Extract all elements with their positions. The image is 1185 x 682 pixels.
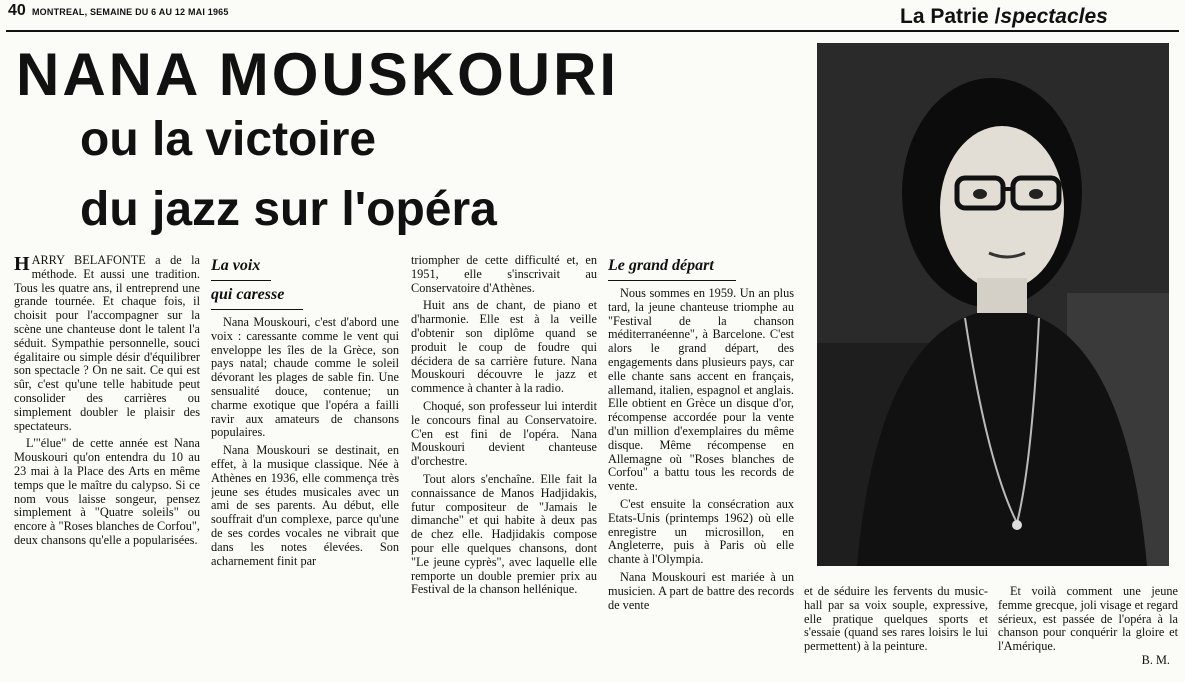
subhead-la-voix: La voix [211, 257, 261, 274]
article-column-3 [411, 254, 597, 678]
col3-paragraph-4: Tout alors s'enchaîne. Elle fait la connaissance de Manos Hadjidakis, futur compositeur de "Jamais le dimanche" et qui habite à deux pas de chez elle. Hadjidakis compose pour elle quelques chansons, dont "Le jeune cyprès", avec laquelle elle remporte un double premier prix au Festival de la chanson hellénique. [411, 471, 597, 597]
subhead-rule [608, 280, 736, 281]
article-column-6 [998, 585, 1178, 680]
col6-paragraph-1: Et voilà comment une jeune femme grecque, joli visage et regard sérieux, est passée de l'opéra à la chanson pour conquérir la gloire et l'Amérique. [998, 585, 1178, 654]
subhead-rule [211, 280, 271, 281]
col2-paragraph-2: Nana Mouskouri se destinait, en effet, à la musique classique. Née à Athènes en 1936, elle commença très jeune ses études musicales avec un ami de ses parents. Au début, elle souffrait d'un complexe, parce qu'une de ses cordes vocales ne vibrait que dans les notes élevées. Son acharnement finit par [211, 443, 399, 568]
portrait-illustration [817, 43, 1169, 566]
article-column-1 [14, 254, 200, 678]
col4-paragraph-2: C'est ensuite la consécration aux Etats-Unis (printemps 1962) où elle enregistre un microsillon, en Angleterre, puis à Paris où elle chante à l'Olympia. [608, 496, 794, 567]
portrait-photo [817, 43, 1169, 566]
publication-name: La Patrie [900, 5, 989, 28]
article-column-4 [608, 254, 794, 678]
headline-line-1: NANA MOUSKOURI [16, 41, 620, 108]
section-name: spectacles [1000, 5, 1108, 28]
col4-paragraph-1: Nous sommes en 1959. Un an plus tard, la jeune chanteuse triomphe au "Festival de la chanson méditerranéenne", à Barcelone. C'est alors le grand départ, des engagements dans plusieurs pays, car elle chante sans accent en français, allemand, italien, espagnol et anglais. Elle obtient en Grèce un disque d'or, récompense accordée pour la vente d'un million d'exemplaires du même disque. Même récompense en Allemagne où "Roses blanches de Corfou" a battu tous les records de vente. [608, 286, 794, 494]
page-header-right [900, 5, 1108, 29]
headline-line-2: ou la victoire [80, 113, 377, 166]
headline-line-3: du jazz sur l'opéra [80, 183, 497, 236]
col1-paragraph-2: L'"élue" de cette année est Nana Mouskouri qu'on entendra du 10 au 23 mai à la Place des Arts en même temps que le maître du calypso. Si ce nom vous laisse songeur, pensez simplement à "Quatre soleils" ou encore à "Roses blanches de Corfou", deux chansons qu'elle a popularisées. [14, 436, 200, 547]
page-number: 40 [8, 2, 26, 19]
author-signature: B. M. [1141, 652, 1170, 667]
header-rule [6, 30, 1179, 32]
article-column-5 [804, 585, 988, 680]
header-separator: / [994, 5, 1001, 28]
subhead-le-grand-depart: Le grand départ [608, 257, 714, 274]
dateline: MONTREAL, SEMAINE DU 6 AU 12 MAI 1965 [31, 7, 229, 17]
page-header-left [8, 2, 229, 20]
dropcap: H [14, 254, 30, 275]
col2-paragraph-1: Nana Mouskouri, c'est d'abord une voix : caressante comme le vent qui enveloppe les îles de la Grèce, son pays natal; chaude comme le soleil dévorant les plages de sable fin. Une sensualité douce, contenue; un charme exotique que l'opéra a failli ravir aux amateurs de chansons populaires. [211, 315, 399, 440]
col3-paragraph-1: triompher de cette difficulté et, en 1951, elle s'inscrivait au Conservatoire d'Athènes. [411, 254, 597, 295]
col3-paragraph-2: Huit ans de chant, de piano et d'harmonie. Elle est à la veille d'obtenir son diplôme quand se produit le coup de foudre qui décidera de sa carrière future. Nana Mouskouri découvre le jazz et commence à chanter à la radio. [411, 298, 597, 396]
col4-paragraph-3: Nana Mouskouri est mariée à un musicien. A part de battre des records de vente [608, 569, 794, 612]
subhead-rule [211, 309, 303, 310]
col1-paragraph-1-text: ARRY BELAFONTE a de la méthode. Et aussi une tradition. Tous les quatre ans, il entreprend une grande tournée. Et chaque fois, il choisit pour l'accompagner sur la scène une chanteuse dont le talent l'a séduit. Sympathie personnelle, souci égalitaire ou simple désir d'équilibrer son spectacle ? On ne sait. Ce qui est sûr, c'est qu'une telle habitude peut consolider des carrières ou simplement doubler le plaisir des spectateurs. [14, 254, 200, 433]
col5-paragraph-1: et de séduire les fervents du music-hall par sa voix souple, expressive, elle pratique quelques sports et s'essaie (quand ses rares loisirs le lui permettent) à la peinture. [804, 585, 988, 654]
subhead-qui-caresse: qui caresse [211, 286, 285, 303]
article-column-2 [211, 254, 399, 678]
col1-paragraph-1 [14, 254, 200, 433]
col3-paragraph-3: Choqué, son professeur lui interdit le concours final au Conservatoire. C'en est fini de l'opéra. Nana Mouskouri devient chanteuse d'orchestre. [411, 398, 597, 469]
